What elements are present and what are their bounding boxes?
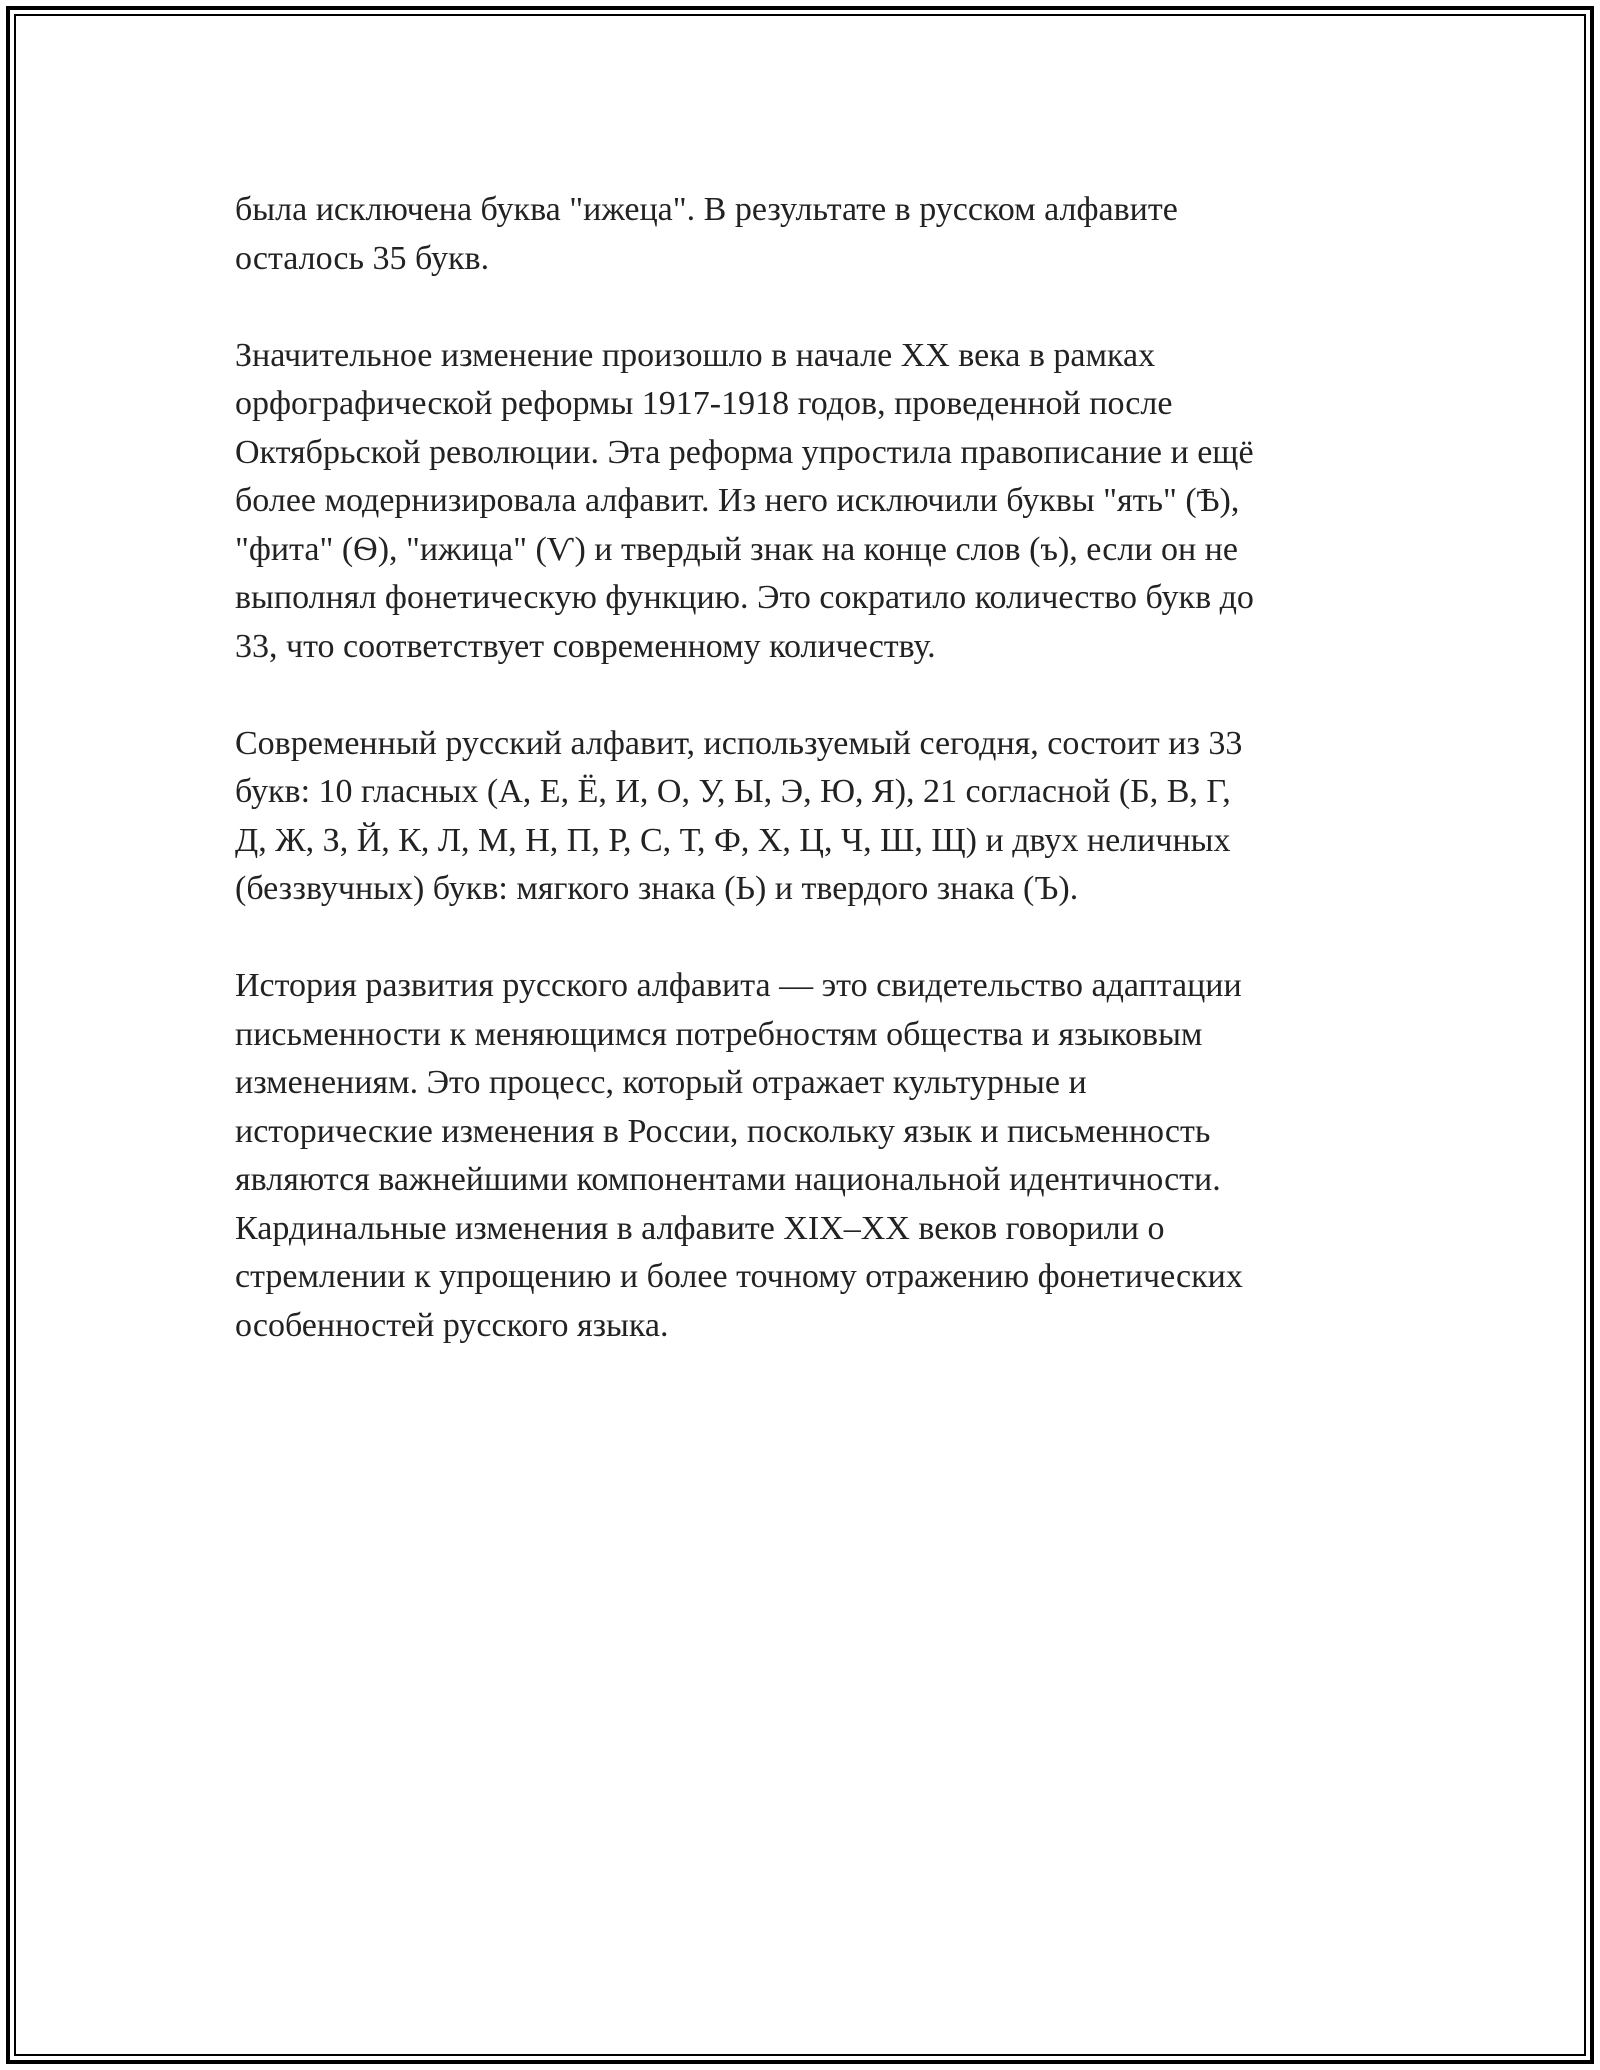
paragraph-2: Значительное изменение произошло в начале XX века в рамках орфографической реформы 1917-1918 годов, проведенной после Октябрьской революции. Эта реформа упростила правописание и ещё более модернизировала алфавит. Из него исключили буквы "ять" (Ѣ), "фита" (Ѳ), "ижица" (Ѵ) и твердый знак на конце слов (ъ), если он не выполнял фонетическую функцию. Это сократило количество букв до 33, что соответствует современному количеству. [235,336,1254,665]
paragraph-4: История развития русского алфавита — это свидетельство адаптации письменности к меняющимся потребностям общества и языковым изменениям. Это процесс, который отражает культурные и исторические изменения в России, поскольку язык и письменность являются важнейшими компонентами национальной идентичности. Кардинальные изменения в алфавите XIX–XX веков говорили о стремлении к упрощению и более точному отражению фонетических особенностей русского языка. [235,967,1243,1344]
document-body [235,186,1365,1399]
paragraph-1: была исключена буква "ижеца". В результате в русском алфавите осталось 35 букв. [235,191,1178,277]
paragraph-3: Современный русский алфавит, используемый сегодня, состоит из 33 букв: 10 гласных (А, Е, Ё, И, О, У, Ы, Э, Ю, Я), 21 согласной (Б, В, Г, Д, Ж, З, Й, К, Л, М, Н, П, Р, С, Т, Ф, Х, Ц, Ч, Ш, Щ) и двух неличных (беззвучных) букв: мягкого знака (Ь) и твердого знака (Ъ). [235,724,1243,907]
